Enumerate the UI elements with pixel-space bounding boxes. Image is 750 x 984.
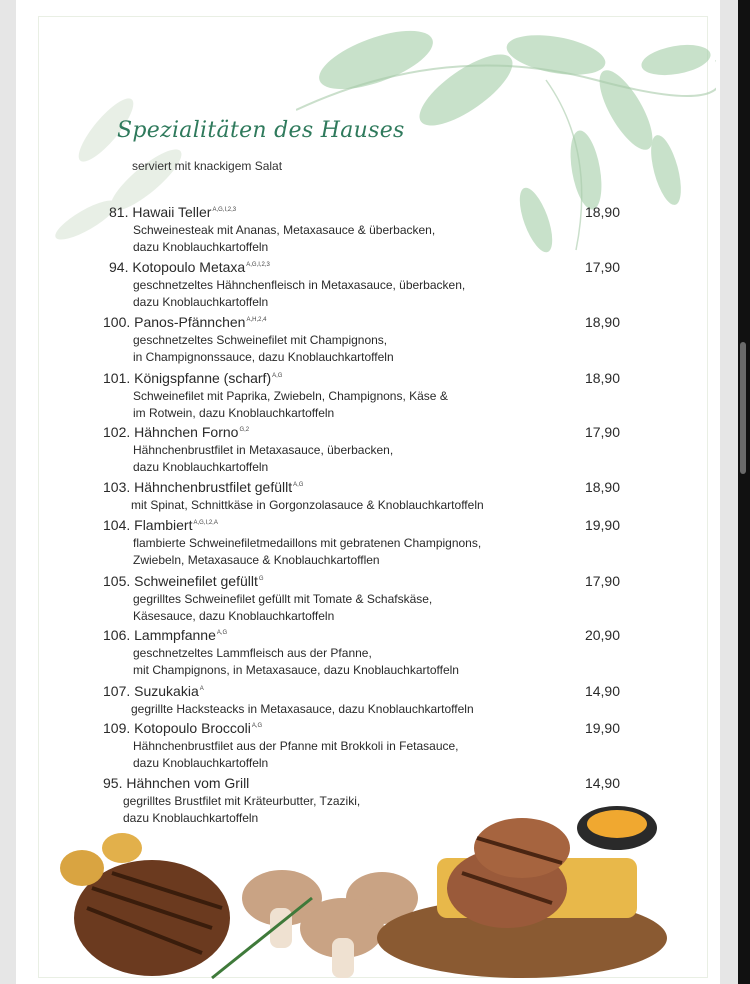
menu-item-description: Hähnchenbrustfilet aus der Pfanne mit Brokkoli in Fetasauce, — [133, 739, 459, 753]
scrollbar-thumb[interactable] — [740, 342, 746, 474]
menu-item-description: dazu Knoblauchkartoffeln — [123, 811, 259, 825]
menu-item-price: 18,90 — [584, 479, 620, 495]
menu-item-number: 105. — [103, 573, 131, 589]
menu-item-title: Schweinefilet gefüllt — [134, 573, 258, 589]
menu-item-number: 103. — [103, 479, 131, 495]
menu-item-number: 81. — [109, 204, 129, 220]
menu-item-title: Flambiert — [134, 517, 193, 533]
menu-item-name — [109, 204, 236, 220]
menu-item-description: dazu Knoblauchkartoffeln — [133, 756, 269, 770]
menu-item-name — [103, 370, 282, 386]
menu-item-price: 17,90 — [584, 424, 620, 440]
vertical-scrollbar[interactable] — [738, 0, 750, 984]
menu-item-price: 18,90 — [584, 370, 620, 386]
allergen-codes: A,G — [293, 482, 304, 488]
menu-item-title: Suzukakia — [134, 683, 199, 699]
food-illustration — [52, 778, 692, 984]
menu-item-title: Kotopoulo Metaxa — [132, 259, 246, 275]
menu-item-title: Kotopoulo Broccoli — [134, 720, 251, 736]
menu-item-title: Hawaii Teller — [132, 204, 212, 220]
menu-item-number: 109. — [103, 720, 131, 736]
menu-item-description: geschnetzeltes Hähnchenfleisch in Metaxasauce, überbacken, — [133, 278, 466, 292]
menu-item-number: 95. — [103, 775, 123, 791]
menu-item-description: im Rotwein, dazu Knoblauchkartoffeln — [133, 406, 335, 420]
allergen-codes: A,G — [272, 373, 283, 379]
allergen-codes: A,G — [251, 723, 263, 729]
menu-item-price: 18,90 — [584, 204, 620, 220]
menu-item-description: dazu Knoblauchkartoffeln — [133, 240, 269, 254]
menu-subtitle: serviert mit knackigem Salat — [132, 159, 283, 173]
menu-item-price: 18,90 — [584, 314, 620, 330]
menu-item-description: mit Spinat, Schnittkäse in Gorgonzolasauce & Knoblauchkartoffeln — [131, 498, 484, 512]
menu-item-description: Hähnchenbrustfilet in Metaxasauce, überbacken, — [133, 443, 394, 457]
menu-item-name — [103, 479, 303, 495]
menu-item-name — [103, 424, 249, 440]
menu-page — [16, 0, 720, 984]
allergen-codes: A,H,2,4 — [246, 317, 267, 323]
allergen-codes: G,2 — [239, 427, 250, 433]
menu-item-name — [103, 573, 264, 589]
menu-item-description: gegrilltes Brustfilet mit Kräteurbutter, Tzaziki, — [123, 794, 361, 808]
potato-image — [102, 833, 142, 863]
menu-item-number: 106. — [103, 627, 131, 643]
menu-item-title: Panos-Pfännchen — [134, 314, 246, 330]
menu-item-price: 19,90 — [584, 720, 620, 736]
menu-item-name — [103, 314, 266, 330]
menu-item-description: mit Champignons, in Metaxasauce, dazu Knoblauchkartoffeln — [133, 663, 459, 677]
menu-item-number: 104. — [103, 517, 131, 533]
menu-item-description: geschnetzeltes Lammfleisch aus der Pfanne, — [133, 646, 372, 660]
menu-title: Spezialitäten des Hauses — [117, 118, 405, 143]
menu-item-price: 17,90 — [584, 573, 620, 589]
menu-item-title: Hähnchen vom Grill — [126, 775, 250, 791]
menu-item-description: dazu Knoblauchkartoffeln — [133, 460, 269, 474]
menu-item-description: Schweinesteak mit Ananas, Metaxasauce & überbacken, — [133, 223, 436, 237]
menu-item-description: in Champignonssauce, dazu Knoblauchkartoffeln — [133, 350, 394, 364]
menu-item-name — [103, 627, 227, 643]
allergen-codes: A,G,I,2,3 — [212, 207, 237, 213]
allergen-codes: A — [199, 686, 204, 692]
menu-item-description: Zwiebeln, Metaxasauce & Knoblauchkartofflen — [133, 553, 380, 567]
menu-item-price: 14,90 — [584, 683, 620, 699]
menu-item-title: Hähnchen Forno — [134, 424, 239, 440]
menu-item-description: dazu Knoblauchkartoffeln — [133, 295, 269, 309]
menu-item-title: Lammpfanne — [134, 627, 216, 643]
allergen-codes: G — [258, 576, 264, 582]
menu-item-title: Hähnchenbrustfilet gefüllt — [134, 479, 293, 495]
menu-item-description: Käsesauce, dazu Knoblauchkartoffeln — [133, 609, 335, 623]
menu-item-price: 20,90 — [584, 627, 620, 643]
menu-item-description: gegrilltes Schweinefilet gefüllt mit Tomate & Schafskäse, — [133, 592, 433, 606]
menu-item-price: 17,90 — [584, 259, 620, 275]
menu-item-price: 14,90 — [584, 775, 620, 791]
menu-item-description: geschnetzeltes Schweinefilet mit Champignons, — [133, 333, 388, 347]
menu-item-name — [103, 517, 218, 533]
menu-item-title: Königspfanne (scharf) — [134, 370, 272, 386]
menu-item-number: 101. — [103, 370, 131, 386]
menu-item-description: gegrillte Hacksteacks in Metaxasauce, dazu Knoblauchkartoffeln — [131, 702, 474, 716]
menu-item-name — [103, 683, 204, 699]
allergen-codes: A,G,I,2,A — [193, 520, 218, 526]
menu-item-number: 94. — [109, 259, 129, 275]
menu-item-number: 102. — [103, 424, 131, 440]
menu-item-name — [103, 720, 262, 736]
menu-item-number: 100. — [103, 314, 131, 330]
allergen-codes: A,G,I,2,3 — [246, 262, 270, 268]
menu-item-description: flambierte Schweinefiletmedaillons mit gebratenen Champignons, — [133, 536, 482, 550]
potato-image — [60, 850, 104, 886]
menu-item-price: 19,90 — [584, 517, 620, 533]
menu-item-description: Schweinefilet mit Paprika, Zwiebeln, Champignons, Käse & — [133, 389, 448, 403]
menu-item-number: 107. — [103, 683, 131, 699]
allergen-codes: A,G — [216, 630, 228, 636]
menu-item-name — [109, 259, 270, 275]
